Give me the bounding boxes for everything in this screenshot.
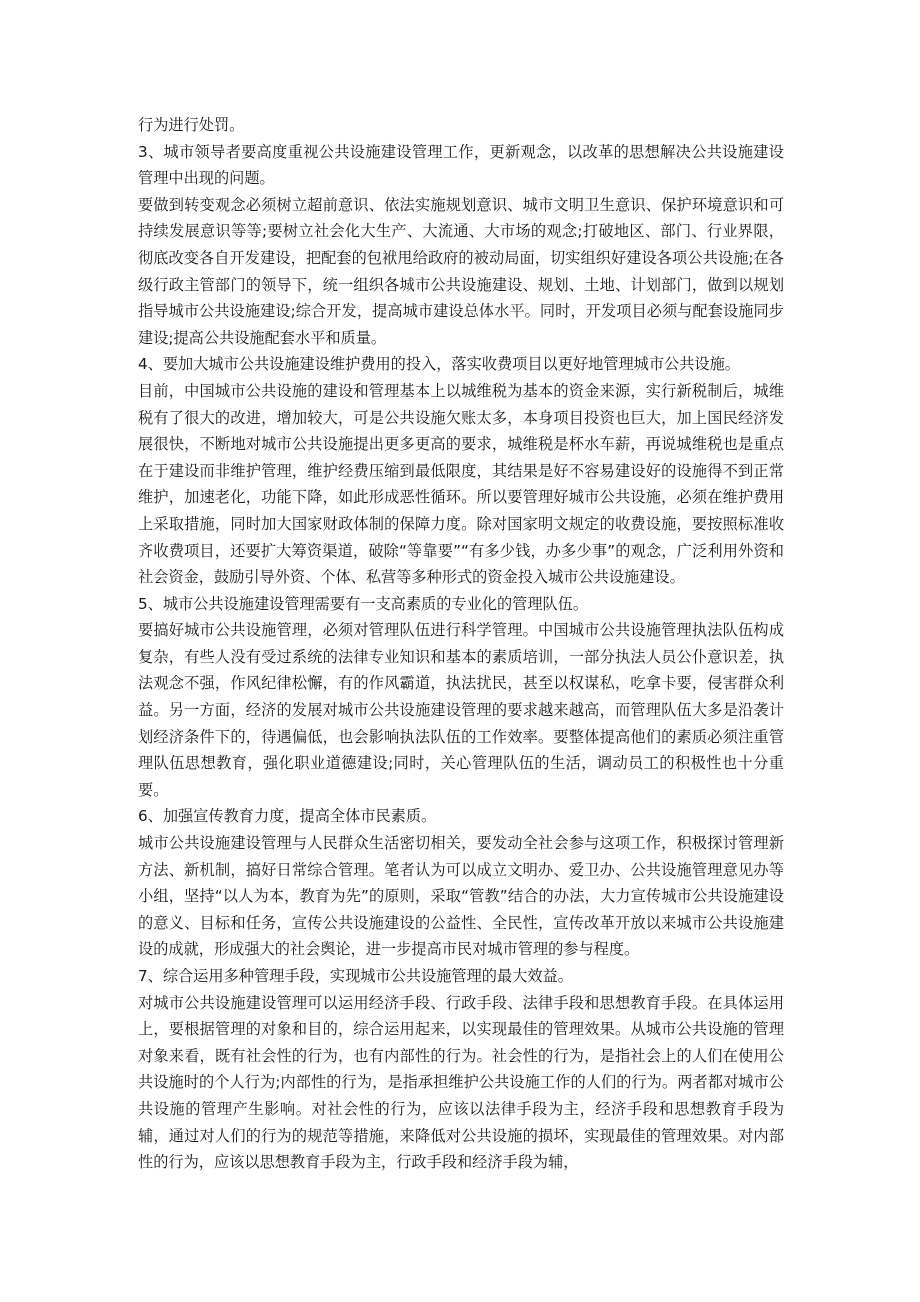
paragraph-point-5-body: 要搞好城市公共设施管理，必须对管理队伍进行科学管理。中国城市公共设施管理执法队伍构成复杂，有些人没有受过系统的法律专业知识和基本的素质培训，一部分执法人员公仆意识差，执法观念不强，作风纪律松懈，有的作风霸道，执法扰民，甚至以权谋私，吃拿卡要，侵害群众利益。另一方面，经济的发展对城市公共设施建设管理的要求越来越高，而管理队伍大多是沿袭计划经济条件下的，待遇偏低，也会影响执法队伍的工作效率。要整体提高他们的素质必须注重管理队伍思想教育，强化职业道德建设;同时，关心管理队伍的生活，调动员工的积极性也十分重要。 — [138, 621, 784, 799]
heading-point-4: 4、要加大城市公共设施建设维护费用的投入，落实收费项目以更好地管理城市公共设施。 — [138, 355, 740, 374]
heading-point-7: 7、综合运用多种管理手段，实现城市公共设施管理的最大效益。 — [138, 967, 573, 985]
paragraph-continuation: 行为进行处罚。 — [138, 116, 245, 134]
paragraph-point-6-body: 城市公共设施建设管理与人民群众生活密切相关，要发动全社会参与这项工作，积极探讨管理新方法、新机制，搞好日常综合管理。笔者认为可以成立文明办、爱卫办、公共设施管理意见办等小组，坚持“以人为本，教育为先”的原则，采取“管教”结合的办法，大力宣传城市公共设施建设的意义、目标和任务，宣传公共设施建设的公益性、全民性，宣传改革开放以来城市公共设施建设的成就，形成强大的社会舆论，进一步提高市民对城市管理的参与程度。 — [138, 834, 784, 959]
paragraph-point-7-body: 对城市公共设施建设管理可以运用经济手段、行政手段、法律手段和思想教育手段。在具体运用上，要根据管理的对象和目的，综合运用起来，以实现最佳的管理效果。从城市公共设施的管理对象来看，既有社会性的行为，也有内部性的行为。社会性的行为，是指社会上的人们在使用公共设施时的个人行为;内部性的行为，是指承担维护公共设施工作的人们的行为。两者都对城市公共设施的管理产生影响。对社会性的行为，应该以法律手段为主，经济手段和思想教育手段为辅，通过对人们的行为的规范等措施，来降低对公共设施的损坏，实现最佳的管理效果。对内部性的行为，应该以思想教育手段为主，行政手段和经济手段为辅， — [138, 993, 784, 1172]
heading-point-5: 5、城市公共设施建设管理需要有一支高素质的专业化的管理队伍。 — [138, 594, 589, 613]
paragraph-point-3-body: 要做到转变观念必须树立超前意识、依法实施规划意识、城市文明卫生意识、保护环境意识和可持续发展意识等等;要树立社会化大生产、大流通、大市场的观念;打破地区、部门、行业界限，彻底改变各自开发建设，把配套的包袱甩给政府的被动局面，切实组织好建设各项公共设施;在各级行政主管部门的领导下，统一组织各城市公共设施建设、规划、土地、计划部门，做到以规划指导城市公共设施建设;综合开发，提高城市建设总体水平。同时，开发项目必须与配套设施同步建设;提高公共设施配套水平和质量。 — [138, 195, 784, 347]
heading-point-6: 6、加强宣传教育力度，提高全体市民素质。 — [138, 807, 437, 826]
paragraph-point-4-body: 目前，中国城市公共设施的建设和管理基本上以城维税为基本的资金来源，实行新税制后，城维税有了很大的改进，增加较大，可是公共设施欠账太多，本身项目投资也巨大，加上国民经济发展很快，不断地对城市公共设施提出更多更高的要求，城维税是杯水车薪，再说城维税也是重点在于建设而非维护管理，维护经费压缩到最低限度，其结果是好不容易建设好的设施得不到正常维护，加速老化，功能下降，如此形成恶性循环。所以要管理好城市公共设施，必须在维护费用上采取措施，同时加大国家财政体制的保障力度。除对国家明文规定的收费设施，要按照标准收齐收费项目，还要扩大筹资渠道，破除“等靠要”“有多少钱，办多少事”的观念，广泛利用外资和社会资金，鼓励引导外资、个体、私营等多种形式的资金投入城市公共设施建设。 — [138, 381, 784, 587]
document-body — [138, 112, 784, 1176]
heading-point-3: 3、城市领导者要高度重视公共设施建设管理工作，更新观念，以改革的思想解决公共设施建设管理中出现的问题。 — [138, 142, 784, 188]
